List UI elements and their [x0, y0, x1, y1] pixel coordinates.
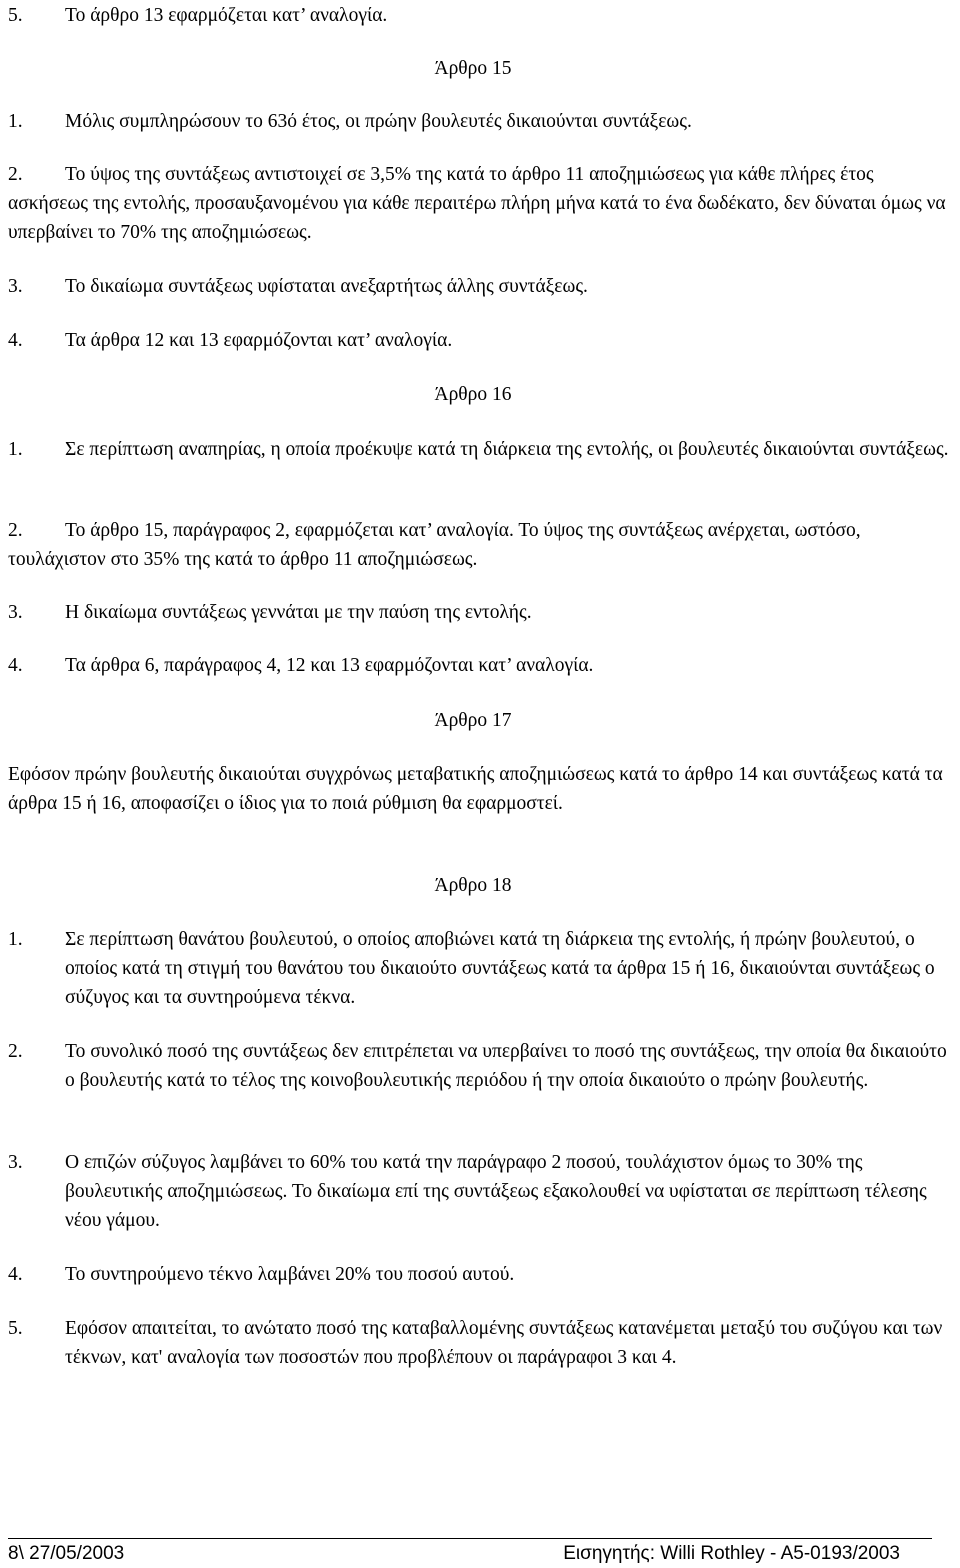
paragraph-art18-1: [8, 925, 956, 1012]
paragraph-text: Το άρθρο 15, παράγραφος 2, εφαρμόζεται κατ’ αναλογία. Το ύψος της συντάξεως ανέρχεται, ωστόσο, τουλάχιστον στο 35% της κατά το άρθρο 11 αποζημιώσεως.: [8, 520, 861, 570]
paragraph-number: 5.: [8, 5, 23, 26]
paragraph-number: 2.: [8, 1041, 23, 1062]
paragraph-text: Το συνολικό ποσό της συντάξεως δεν επιτρέπεται να υπερβαίνει το ποσό της συντάξεως, την οποία θα δικαιούτο ο βουλευτής κατά το τέλος της κοινοβουλευτικής περιόδου ή την οποία δικαιούτο ο πρώην βουλευτής.: [65, 1041, 947, 1091]
article-15-title: Άρθρο 15: [434, 58, 512, 79]
paragraph-text: Τα άρθρα 12 και 13 εφαρμόζονται κατ’ αναλογία.: [65, 330, 453, 351]
paragraph-number: 3.: [8, 602, 23, 623]
article-18-title: Άρθρο 18: [434, 875, 512, 896]
paragraph-art15-3: [8, 272, 956, 301]
paragraph-number: 4.: [8, 655, 23, 676]
paragraph-text: Τα άρθρα 6, παράγραφος 4, 12 και 13 εφαρμόζονται κατ’ αναλογία.: [65, 655, 594, 676]
article-17-title: Άρθρο 17: [434, 710, 512, 731]
footer-divider: [8, 1538, 932, 1539]
paragraph-text: Μόλις συμπληρώσουν το 63ό έτος, οι πρώην βουλευτές δικαιούνται συντάξεως.: [65, 111, 692, 132]
paragraph-art18-2: [8, 1037, 956, 1095]
paragraph-art18-5: [8, 1314, 956, 1372]
paragraph-art14-5: [8, 1, 956, 30]
paragraph-art18-4: [8, 1260, 956, 1289]
paragraph-text: Σε περίπτωση θανάτου βουλευτού, ο οποίος αποβιώνει κατά τη διάρκεια της εντολής, ή πρώην βουλευτού, ο οποίος κατά τη στιγμή του θανάτου του δικαιούτο συντάξεως κατά τα άρθρα 15 ή 16, δικαιούνται συντάξεως ο σύζυγος και τα συντηρούμενα τέκνα.: [65, 929, 935, 1008]
paragraph-number: 2.: [8, 520, 23, 541]
paragraph-text: Το άρθρο 13 εφαρμόζεται κατ’ αναλογία.: [65, 5, 388, 26]
paragraph-number: 1.: [8, 439, 23, 460]
paragraph-art16-4: [8, 651, 956, 680]
paragraph-text: Εφόσον απαιτείται, το ανώτατο ποσό της καταβαλλομένης συντάξεως κατανέμεται μεταξύ του συζύγου και των τέκνων, κατ' αναλογία των ποσοστών που προβλέπουν οι παράγραφοι 3 και 4.: [65, 1318, 943, 1368]
paragraph-art15-1: [8, 107, 956, 136]
paragraph-text: Το συντηρούμενο τέκνο λαμβάνει 20% του ποσού αυτού.: [65, 1264, 515, 1285]
paragraph-text: Σε περίπτωση αναπηρίας, η οποία προέκυψε κατά τη διάρκεια της εντολής, οι βουλευτές δικαιούνται συντάξεως.: [65, 439, 949, 460]
paragraph-number: 2.: [8, 164, 23, 185]
paragraph-art15-2: [8, 160, 956, 247]
paragraph-text: Το δικαίωμα συντάξεως υφίσταται ανεξαρτήτως άλλης συντάξεως.: [65, 276, 588, 297]
paragraph-number: 4.: [8, 330, 23, 351]
paragraph-art15-4: [8, 326, 956, 355]
paragraph-art18-3: [8, 1148, 956, 1235]
paragraph-text: Η δικαίωμα συντάξεως γεννάται με την παύση της εντολής.: [65, 602, 532, 623]
paragraph-art17: Εφόσον πρώην βουλευτής δικαιούται συγχρόνως μεταβατικής αποζημιώσεως κατά το άρθρο 14 και συντάξεως κατά τα άρθρα 15 ή 16, αποφασίζει ο ίδιος για το ποιά ρύθμιση θα εφαρμοστεί.: [8, 764, 943, 814]
paragraph-number: 5.: [8, 1318, 23, 1339]
paragraph-number: 1.: [8, 111, 23, 132]
paragraph-art16-3: [8, 598, 956, 627]
footer-rapporteur: Εισηγητής: Willi Rothley - A5-0193/2003: [563, 1543, 900, 1564]
paragraph-number: 1.: [8, 929, 23, 950]
paragraph-text: Ο επιζών σύζυγος λαμβάνει το 60% του κατά την παράγραφο 2 ποσού, τουλάχιστον όμως το 30% της βουλευτικής αποζημιώσεως. Το δικαίωμα επί της συντάξεως εξακολουθεί να υφίσταται σε περίπτωση τέλεσης νέου γάμου.: [65, 1152, 927, 1231]
paragraph-number: 3.: [8, 276, 23, 297]
article-16-title: Άρθρο 16: [434, 384, 512, 405]
paragraph-art16-1: [8, 435, 956, 464]
paragraph-number: 4.: [8, 1264, 23, 1285]
paragraph-number: 3.: [8, 1152, 23, 1173]
paragraph-art16-2: [8, 516, 956, 574]
footer-page-date: 8\ 27/05/2003: [8, 1543, 125, 1564]
paragraph-text: Το ύψος της συντάξεως αντιστοιχεί σε 3,5% της κατά το άρθρο 11 αποζημιώσεως για κάθε πλήρες έτος ασκήσεως της εντολής, προσαυξανομένου για κάθε περαιτέρω πλήρη μήνα κατά το ένα δωδέκατο, δεν δύναται όμως να υπερβαίνει το 70% της αποζημιώσεως.: [8, 164, 946, 243]
